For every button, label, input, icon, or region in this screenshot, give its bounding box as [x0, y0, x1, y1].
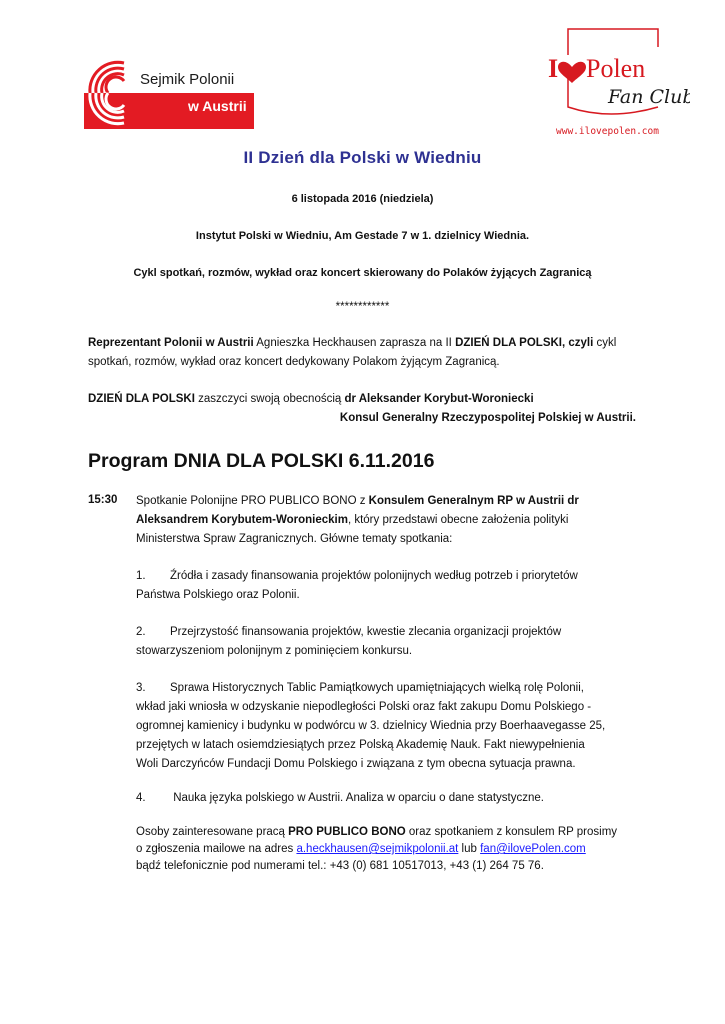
list-item-line: Woli Darczyńców Fundacji Domu Polskiego i związana z tym obecna sytuacja prawna.: [136, 758, 576, 770]
event-tagline: Cykl spotkań, rozmów, wykład oraz koncert skierowany do Polaków żyjących Zagranicą: [133, 267, 592, 279]
logo-right-fanclub: Fan Club: [608, 86, 690, 108]
list-item-line: przejętych w latach osiemdziesiątych przez Polską Akademię Nauk. Fakt niewypełnienia: [136, 739, 585, 751]
intro-paragraph: [88, 334, 648, 372]
list-item-line: wkład jaki wniosła w odzyskanie niepodległości Polski oraz fakt zakupu Domu Polskiego -: [136, 701, 592, 713]
contact-text-2: oraz spotkaniem z konsulem RP prosimy: [405, 826, 618, 838]
list-item-number: 1.: [136, 570, 146, 582]
intro-text-1: Agnieszka Heckhausen zaprasza na II: [253, 337, 456, 349]
intro-text-2: cykl: [593, 337, 617, 349]
intro-line-2: spotkań, rozmów, wykład oraz koncert dedykowany Polakom żyjącym Zagranicą.: [88, 356, 500, 368]
contact-line-2a: o zgłoszenia mailowe na adres: [136, 843, 297, 855]
lead-line-3: Ministerstwa Spraw Zagranicznych. Główne tematy spotkania:: [136, 533, 453, 545]
sejmik-polonii-logo: [84, 47, 254, 129]
guest-name: dr Aleksander Korybut-Woroniecki: [344, 393, 534, 405]
guest-paragraph: [88, 390, 648, 409]
logo-right-i: I: [548, 54, 559, 83]
list-item: [136, 789, 636, 808]
program-heading: Program DNIA DLA POLSKI 6.11.2016: [88, 450, 435, 472]
event-date: 6 listopada 2016 (niedziela): [291, 193, 434, 205]
ilovepolen-logo: [520, 25, 690, 140]
heart-icon: [558, 62, 586, 83]
list-item-line: Źródła i zasady finansowania projektów polonijnych według potrzeb i priorytetów: [170, 570, 578, 582]
logo-right-url: www.ilovepolen.com: [556, 126, 659, 137]
list-item-line: stowarzyszeniom polonijnym z pominięciem konkursu.: [136, 645, 413, 657]
lead-text-1: Spotkanie Polonijne PRO PUBLICO BONO z: [136, 495, 369, 507]
list-item-line: Państwa Polskiego oraz Polonii.: [136, 589, 300, 601]
list-item-number: 2.: [136, 626, 146, 638]
list-item-line: ogromnej kamienicy i budynku w podwórcu w 3. dzielnicy Wiednia przy Boerhaavegasse 25,: [136, 720, 606, 732]
lead-text-2: , który przedstawi obecne założenia polityki: [347, 514, 569, 526]
logo-right-polen: Polen: [586, 54, 646, 83]
intro-bold-2: DZIEŃ DLA POLSKI, czyli: [455, 337, 594, 349]
list-item-line: Przejrzystość finansowania projektów, kwestie zlecania organizacji projektów: [170, 626, 562, 638]
guest-title-text: Konsul Generalny Rzeczypospolitej Polskiej w Austrii.: [339, 412, 636, 424]
list-item: [136, 623, 636, 661]
list-item: [136, 567, 636, 605]
email-link-ilovepolen[interactable]: fan@ilovePolen.com: [480, 843, 586, 855]
logo-left-line1: Sejmik Polonii: [140, 71, 235, 88]
list-item-number: 4.: [136, 792, 146, 804]
guest-title: [88, 409, 636, 428]
list-item: [136, 679, 636, 774]
contact-line-3: bądź telefonicznie pod numerami tel.: +43 (0) 681 10517013, +43 (1) 264 75 76.: [136, 860, 544, 872]
contact-text-1: Osoby zainteresowane pracą: [136, 826, 289, 838]
contact-paragraph: [136, 824, 636, 875]
event-venue: Instytut Polski w Wiedniu, Am Gestade 7 w 1. dzielnicy Wiednia.: [195, 230, 530, 242]
lead-bold-1: Konsulem Generalnym RP w Austrii dr: [368, 495, 579, 507]
guest-bold-1: DZIEŃ DLA POLSKI: [88, 393, 195, 405]
email-link-sejmik[interactable]: a.heckhausen@sejmikpolonii.at: [296, 843, 459, 855]
program-lead: [136, 492, 636, 549]
list-item-line: Nauka języka polskiego w Austrii. Analiza w oparciu o dane statystyczne.: [170, 792, 544, 804]
lead-bold-2: Aleksandrem Korybutem-Woronieckim: [136, 514, 348, 526]
program-time: 15:30: [88, 494, 118, 506]
contact-line-2b: lub: [458, 843, 481, 855]
guest-text-1: zaszczyci swoją obecnością: [194, 393, 345, 405]
list-item-line: Sprawa Historycznych Tablic Pamiątkowych upamiętniających wielką rolę Polonii,: [170, 682, 584, 694]
page-title: II Dzień dla Polski w Wiedniu: [243, 148, 482, 167]
list-item-number: 3.: [136, 682, 146, 694]
intro-bold-1: Reprezentant Polonii w Austrii: [88, 337, 254, 349]
contact-bold: PRO PUBLICO BONO: [288, 826, 406, 838]
parliament-arc-icon: [84, 47, 254, 129]
logo-left-line2: w Austrii: [188, 98, 247, 114]
separator: ************: [335, 301, 390, 313]
